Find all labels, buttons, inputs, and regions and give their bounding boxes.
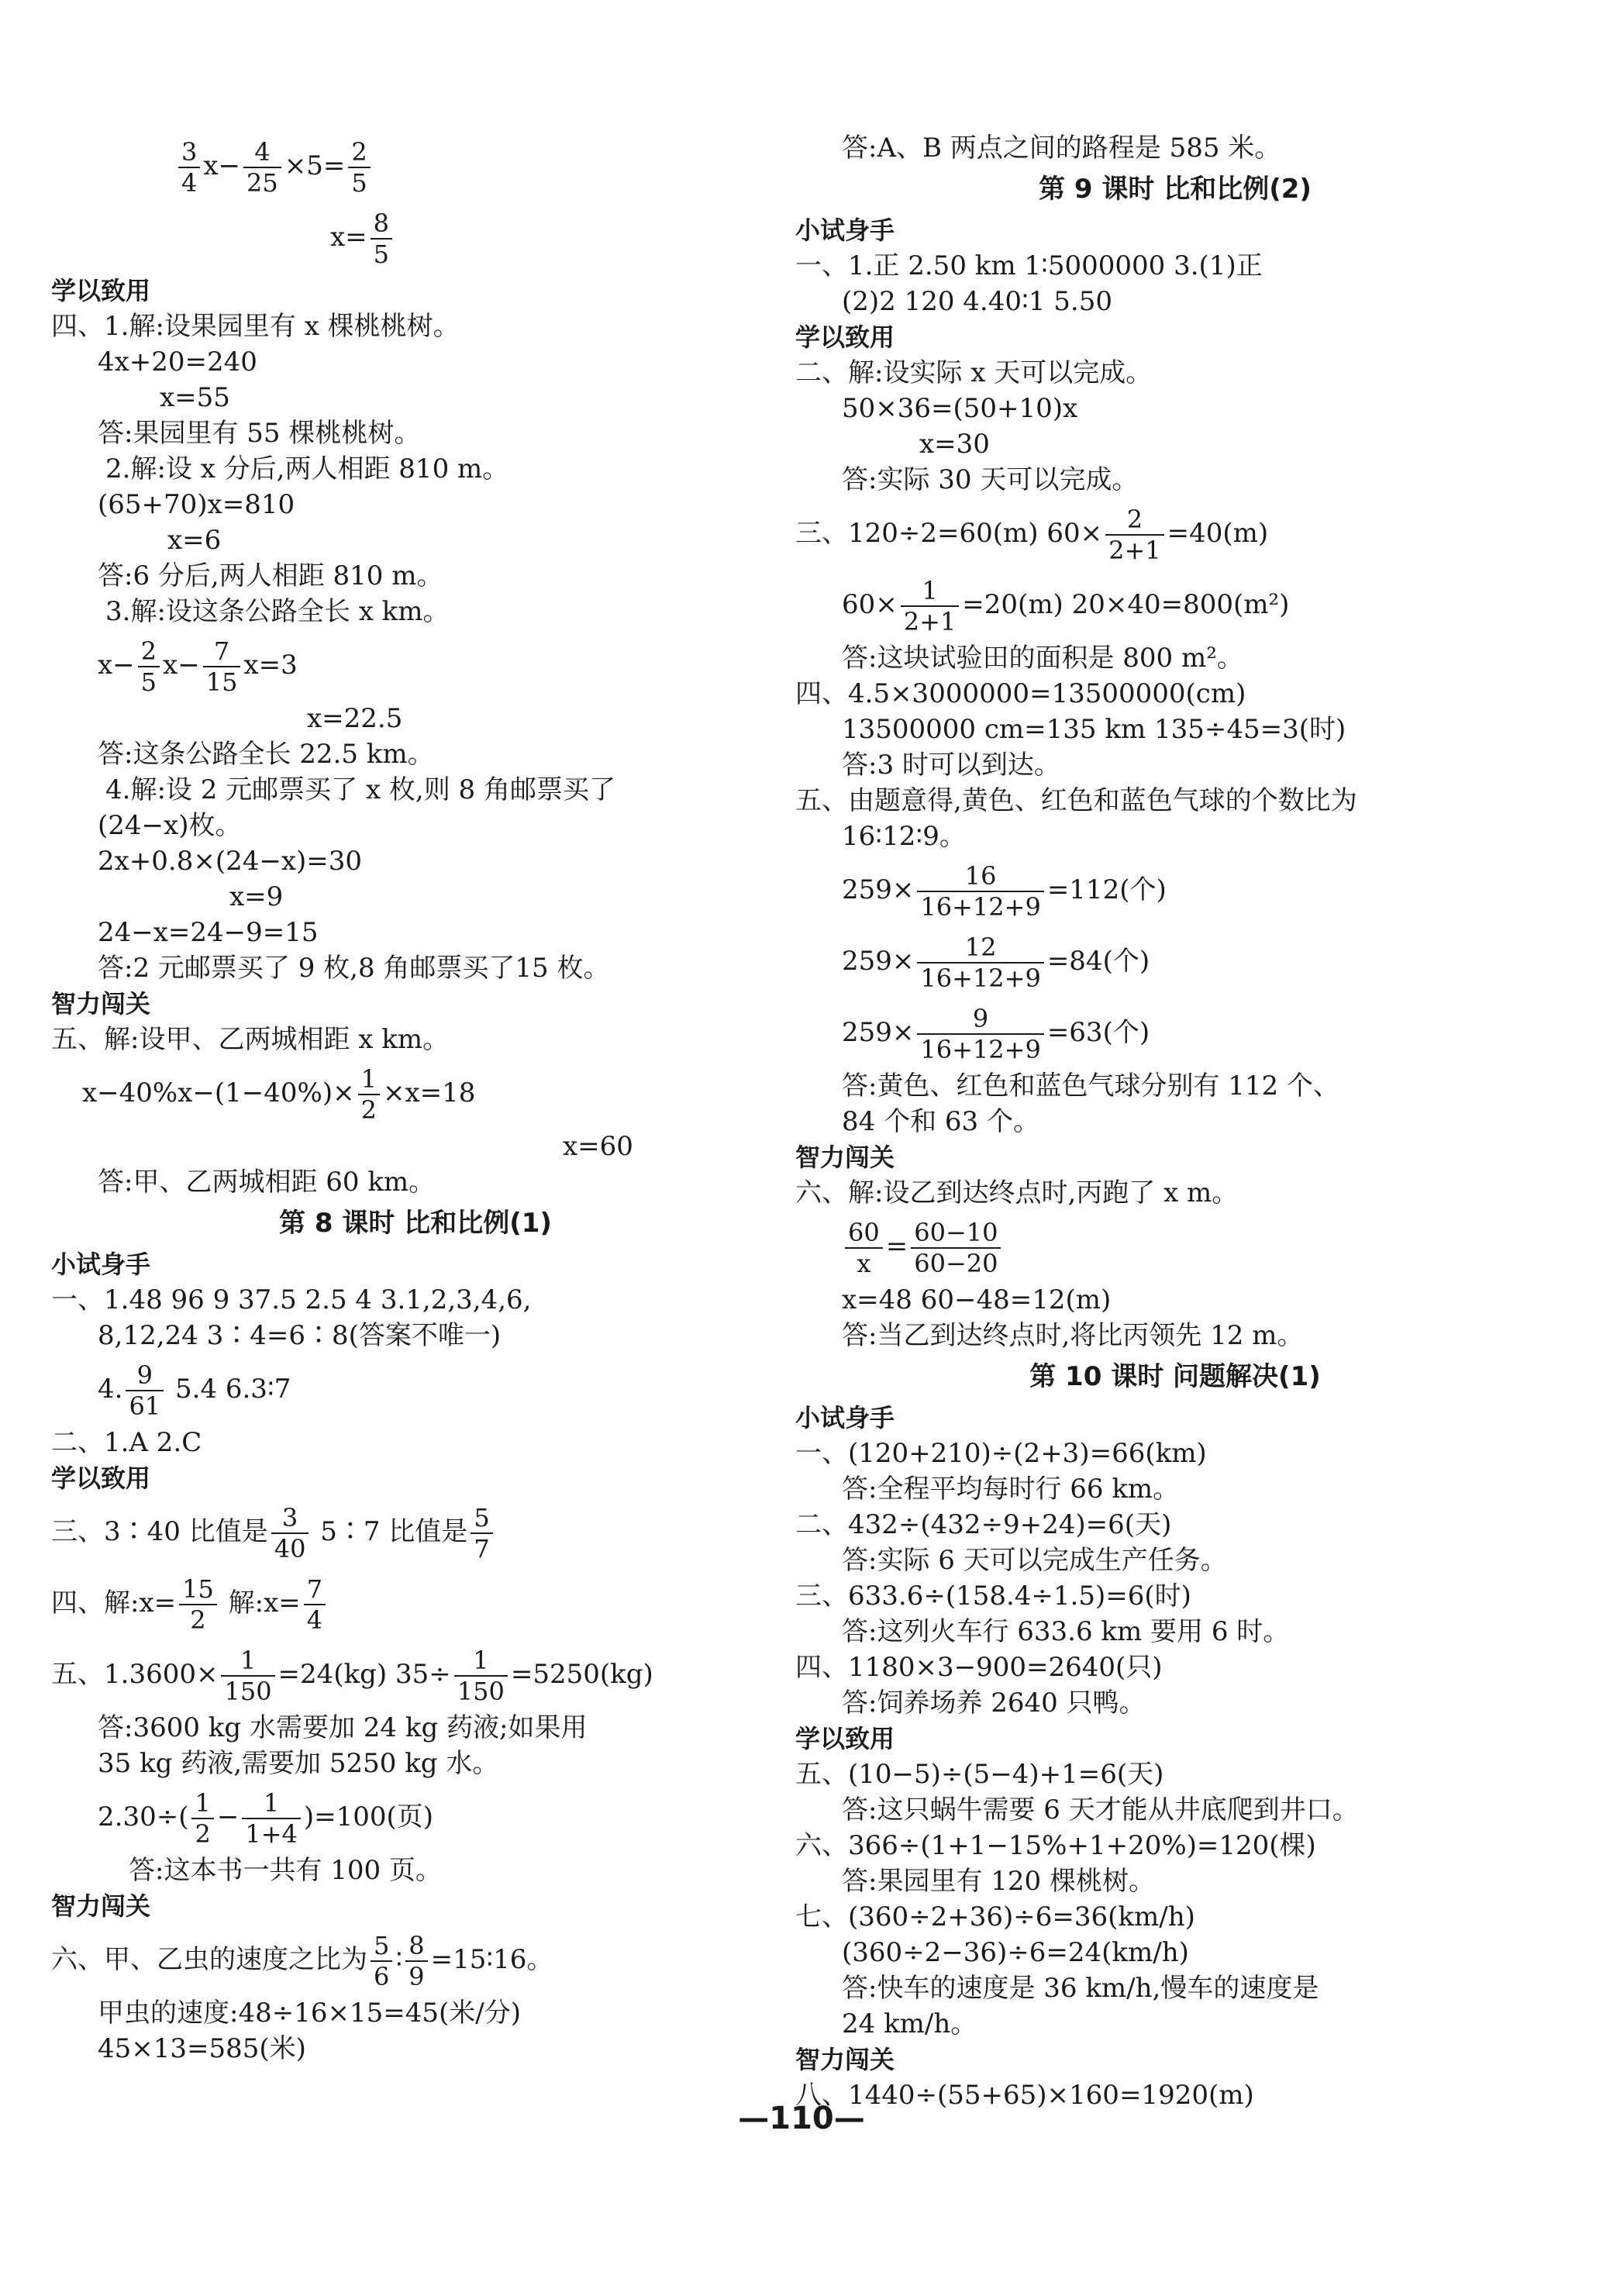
- answer-line: 24−x=24−9=15: [98, 917, 319, 948]
- answer-line: 六、解:设乙到达终点时,丙跑了 x m。: [795, 1177, 1239, 1208]
- denominator: x: [857, 1249, 871, 1278]
- denominator: 60−20: [914, 1249, 998, 1278]
- answer-line: 24 km/h。: [842, 2008, 977, 2039]
- answer-line: x=6: [167, 525, 222, 556]
- formula-text: =63(个): [1046, 1017, 1150, 1048]
- answer-line: 四、4.5×3000000=13500000(cm): [795, 678, 1246, 709]
- fraction: [271, 1505, 309, 1561]
- numerator: 5: [471, 1505, 492, 1534]
- answer-line: 二、解:设实际 x 天可以完成。: [795, 357, 1153, 388]
- denominator: 2: [360, 1095, 377, 1125]
- denominator: 40: [274, 1534, 306, 1563]
- denominator: 16+12+9: [920, 892, 1041, 922]
- section-heading: 智力闯关: [795, 1143, 895, 1172]
- formula-text: 2.30÷(: [98, 1801, 189, 1832]
- answer-line: 16∶12∶9。: [842, 821, 966, 852]
- answer-line: 答:快车的速度是 36 km/h,慢车的速度是: [842, 1973, 1319, 2004]
- formula-text: 四、解:x=: [51, 1588, 177, 1619]
- formula-line: [51, 130, 780, 202]
- answer-line: x=22.5: [307, 703, 403, 734]
- formula-text: 259×: [842, 1017, 915, 1048]
- formula-text: ×5=: [284, 150, 346, 181]
- formula-text: x−: [163, 650, 200, 681]
- answer-line: 84 个和 63 个。: [842, 1106, 1039, 1137]
- answer-line: 答:这列火车行 633.6 km 要用 6 时。: [842, 1616, 1290, 1647]
- numerator: 1: [454, 1648, 508, 1677]
- denominator: 5: [140, 667, 157, 697]
- denominator: 4: [306, 1605, 323, 1635]
- answer-line: 答:果园里有 55 棵桃桃树。: [98, 418, 421, 449]
- fraction: [178, 137, 200, 198]
- formula-line: [795, 997, 1555, 1068]
- denominator: 5: [351, 168, 367, 198]
- answer-line: (360÷2−36)÷6=24(km/h): [842, 1937, 1189, 1968]
- formula-line: [795, 926, 1555, 997]
- section-heading: 智力闯关: [51, 989, 151, 1019]
- answer-line: 4x+20=240: [98, 346, 257, 377]
- answer-line: 三、633.6÷(158.4÷1.5)=6(时): [795, 1581, 1191, 1612]
- formula-line: [795, 854, 1555, 926]
- answer-line: x=30: [919, 429, 990, 460]
- formula-text: 五、1.3600×: [51, 1659, 219, 1690]
- numerator: 60: [845, 1220, 883, 1249]
- denominator: 1+4: [245, 1819, 298, 1849]
- answer-line: 2.解:设 x 分后,两人相距 810 m。: [105, 453, 509, 484]
- answer-line: 八、1440÷(55+65)×160=1920(m): [795, 2080, 1254, 2111]
- numerator: 1: [191, 1791, 213, 1819]
- numerator: 4: [243, 140, 281, 168]
- fraction: [917, 1006, 1043, 1062]
- answer-line: 答:果园里有 120 棵桃树。: [842, 1866, 1155, 1897]
- fraction: [454, 1648, 508, 1704]
- numerator: 7: [304, 1577, 326, 1605]
- answer-line: x=9: [229, 881, 284, 912]
- formula-line: [51, 1496, 780, 1567]
- section-heading: 学以致用: [795, 322, 895, 352]
- section-heading: 小试身手: [51, 1250, 151, 1279]
- formula-text: 259×: [842, 874, 915, 905]
- formula-text: ×x=18: [382, 1077, 476, 1108]
- numerator: 16: [917, 864, 1043, 892]
- denominator: 2+1: [903, 607, 957, 636]
- formula-text: x=3: [243, 650, 298, 681]
- denominator: 15: [205, 667, 238, 697]
- answer-line: 答:当乙到达终点时,将比丙领先 12 m。: [842, 1320, 1304, 1351]
- fraction: [901, 578, 960, 634]
- formula-line: [51, 202, 780, 273]
- section-heading: 学以致用: [51, 1463, 151, 1493]
- fraction: [358, 1064, 380, 1125]
- denominator: 150: [224, 1677, 272, 1706]
- formula-text: x−: [203, 150, 241, 181]
- fraction: [371, 211, 392, 267]
- formula-line: [51, 1781, 780, 1853]
- left-column: [51, 130, 780, 2067]
- formula-text: 三、120÷2=60(m) 60×: [795, 518, 1103, 549]
- section-heading: 学以致用: [795, 1724, 895, 1753]
- numerator: 12: [917, 935, 1043, 964]
- answer-line: 四、1.解:设果园里有 x 棵桃桃树。: [51, 311, 460, 342]
- numerator: 3: [271, 1505, 309, 1534]
- formula-text: 三、3∶40 比值是: [51, 1516, 268, 1547]
- denominator: 9: [409, 1962, 425, 1991]
- denominator: 16+12+9: [920, 1035, 1041, 1064]
- formula-line: [51, 629, 780, 701]
- numerator: 2: [138, 639, 160, 667]
- formula-text: ∶: [395, 1944, 403, 1975]
- formula-text: =5250(kg): [510, 1659, 653, 1690]
- answer-line: 45×13=585(米): [98, 2033, 306, 2064]
- answer-line: 甲虫的速度:48÷16×15=45(米/分): [98, 1998, 521, 2029]
- answer-line: 一、1.正 2.50 km 1∶5000000 3.(1)正: [795, 250, 1263, 281]
- answer-line: 五、解:设甲、乙两城相距 x km。: [51, 1024, 450, 1055]
- fraction: [845, 1220, 883, 1276]
- fraction: [1105, 507, 1164, 563]
- answer-line: 五、由题意得,黄色、红色和蓝色气球的个数比为: [795, 785, 1357, 816]
- answer-line: 4.解:设 2 元邮票买了 x 枚,则 8 角邮票买了: [105, 774, 615, 805]
- answer-line: 七、(360÷2+36)÷6=36(km/h): [795, 1901, 1195, 1932]
- formula-text: 解:x=: [219, 1588, 301, 1619]
- answer-line: 四、1180×3−900=2640(只): [795, 1652, 1163, 1683]
- fraction: [243, 137, 281, 198]
- fraction: [242, 1788, 301, 1849]
- denominator: 61: [129, 1391, 161, 1421]
- numerator: 1: [221, 1648, 274, 1677]
- fraction: [203, 636, 241, 697]
- section-heading: 小试身手: [795, 215, 895, 245]
- formula-line: [51, 1353, 780, 1425]
- formula-text: =: [885, 1231, 908, 1262]
- denominator: 25: [246, 168, 278, 198]
- formula-text: =20(m) 20×40=800(m²): [962, 589, 1290, 620]
- answer-line: 答:全程平均每时行 66 km。: [842, 1474, 1180, 1505]
- answer-line: x=55: [160, 382, 230, 413]
- numerator: 5: [371, 1933, 392, 1962]
- formula-text: x−40%x−(1−40%)×: [82, 1077, 355, 1108]
- answer-line: 8,12,24 3∶4=6∶8(答案不唯一): [98, 1320, 502, 1351]
- answer-line: 答:这本书一共有 100 页。: [129, 1855, 442, 1886]
- answer-line: (24−x)枚。: [98, 810, 242, 841]
- formula-line: [795, 1211, 1555, 1282]
- numerator: 8: [405, 1933, 427, 1962]
- formula-text: −: [216, 1801, 240, 1832]
- formula-text: 六、甲、乙虫的速度之比为: [51, 1944, 367, 1975]
- denominator: 150: [457, 1677, 505, 1706]
- denominator: 2: [195, 1819, 211, 1849]
- formula-line: [51, 1639, 780, 1710]
- formula-text: )=100(页): [303, 1801, 434, 1832]
- answer-line: 答:3600 kg 水需要加 24 kg 药液;如果用: [98, 1712, 588, 1743]
- answer-line: 答:3 时可以到达。: [842, 750, 1060, 781]
- answer-line: 答:2 元邮票买了 9 枚,8 角邮票买了15 枚。: [98, 953, 610, 984]
- fraction: [179, 1574, 217, 1635]
- answer-line: 答:这只蜗牛需要 6 天才能从井底爬到井口。: [842, 1794, 1359, 1825]
- formula-text: =112(个): [1046, 874, 1167, 905]
- denominator: 4: [181, 168, 198, 198]
- formula-text: 5∶7 比值是: [312, 1516, 468, 1547]
- denominator: 6: [374, 1962, 390, 1991]
- numerator: 9: [126, 1363, 164, 1391]
- answer-line: 一、1.48 96 9 37.5 2.5 4 3.1,2,3,4,6,: [51, 1284, 532, 1315]
- formula-text: =24(kg) 35÷: [278, 1659, 451, 1690]
- formula-line: [51, 1567, 780, 1639]
- fraction: [304, 1574, 326, 1635]
- lesson-title: 第 9 课时 比和比例(2): [1039, 174, 1312, 205]
- formula-line: [795, 569, 1555, 640]
- fraction: [917, 861, 1043, 922]
- fraction: [221, 1648, 274, 1704]
- answer-line: 答:这条公路全长 22.5 km。: [98, 739, 434, 770]
- answer-line: 3.解:设这条公路全长 x km。: [105, 596, 450, 627]
- denominator: 2: [190, 1605, 206, 1635]
- answer-line: 答:A、B 两点之间的路程是 585 米。: [842, 133, 1281, 164]
- answer-line: 答:黄色、红色和蓝色气球分别有 112 个、: [842, 1070, 1339, 1101]
- fraction: [405, 1933, 427, 1989]
- answer-line: 二、432÷(432÷9+24)=6(天): [795, 1509, 1172, 1540]
- answer-line: 六、366÷(1+1−15%+1+20%)=120(棵): [795, 1830, 1316, 1861]
- answer-line: 答:6 分后,两人相距 810 m。: [98, 560, 443, 591]
- numerator: 2: [1105, 507, 1164, 536]
- fraction: [471, 1505, 492, 1561]
- section-heading: 学以致用: [51, 276, 151, 305]
- fraction: [191, 1788, 213, 1849]
- numerator: 9: [917, 1006, 1043, 1035]
- right-column: [795, 130, 1555, 2113]
- denominator: 5: [373, 240, 390, 269]
- formula-line: [51, 1924, 780, 1995]
- fraction: [917, 935, 1043, 991]
- denominator: 2+1: [1108, 536, 1161, 565]
- answer-line: 50×36=(50+10)x: [842, 393, 1078, 424]
- answer-line: 答:饲养场养 2640 只鸭。: [842, 1688, 1146, 1719]
- numerator: 60−10: [911, 1220, 1001, 1249]
- answer-line: 2x+0.8×(24−x)=30: [98, 846, 363, 877]
- answer-line: 答:这块试验田的面积是 800 m²。: [842, 643, 1243, 674]
- numerator: 8: [371, 211, 392, 240]
- answer-line: 35 kg 药液,需要加 5250 kg 水。: [98, 1748, 499, 1779]
- formula-text: x=: [330, 222, 367, 253]
- section-heading: 小试身手: [795, 1403, 895, 1432]
- formula-text: x−: [98, 650, 135, 681]
- answer-line: 二、1.A 2.C: [51, 1427, 202, 1458]
- formula-line: [795, 498, 1555, 569]
- answer-line: x=60: [563, 1131, 633, 1162]
- answer-line: 一、(120+210)÷(2+3)=66(km): [795, 1438, 1207, 1469]
- answer-line: 13500000 cm=135 km 135÷45=3(时): [842, 714, 1346, 745]
- section-heading: 智力闯关: [51, 1891, 151, 1921]
- answer-line: 答:实际 6 天可以完成生产任务。: [842, 1545, 1227, 1576]
- formula-text: =40(m): [1167, 518, 1269, 549]
- fraction: [911, 1220, 1001, 1276]
- numerator: 15: [179, 1577, 217, 1605]
- lesson-title: 第 8 课时 比和比例(1): [279, 1208, 552, 1239]
- numerator: 1: [242, 1791, 301, 1819]
- denominator: 7: [474, 1534, 490, 1563]
- formula-text: 60×: [842, 589, 898, 620]
- numerator: 3: [178, 140, 200, 168]
- answer-line: x=48 60−48=12(m): [842, 1284, 1112, 1315]
- formula-text: 259×: [842, 946, 915, 977]
- answer-line: (65+70)x=810: [98, 489, 295, 520]
- answer-line: (2)2 120 4.40∶1 5.50: [842, 286, 1112, 317]
- formula-text: =15∶16。: [430, 1944, 553, 1975]
- fraction: [348, 137, 370, 198]
- fraction: [371, 1933, 392, 1989]
- numerator: 1: [901, 578, 960, 607]
- numerator: 2: [348, 140, 370, 168]
- page-number: —110—: [738, 2101, 865, 2136]
- numerator: 7: [203, 639, 241, 667]
- formula-line: [51, 1057, 780, 1129]
- lesson-title: 第 10 课时 问题解决(1): [1029, 1361, 1321, 1392]
- formula-text: 4.: [98, 1374, 123, 1405]
- numerator: 1: [358, 1067, 380, 1095]
- answer-line: 五、(10−5)÷(5−4)+1=6(天): [795, 1759, 1164, 1790]
- answer-line: 答:甲、乙两城相距 60 km。: [98, 1167, 436, 1198]
- fraction: [126, 1360, 164, 1421]
- fraction: [138, 636, 160, 697]
- answer-line: 答:实际 30 天可以完成。: [842, 464, 1139, 495]
- section-heading: 智力闯关: [795, 2045, 895, 2074]
- formula-text: 5.4 6.3∶7: [167, 1374, 291, 1405]
- formula-text: =84(个): [1046, 946, 1150, 977]
- denominator: 16+12+9: [920, 964, 1041, 993]
